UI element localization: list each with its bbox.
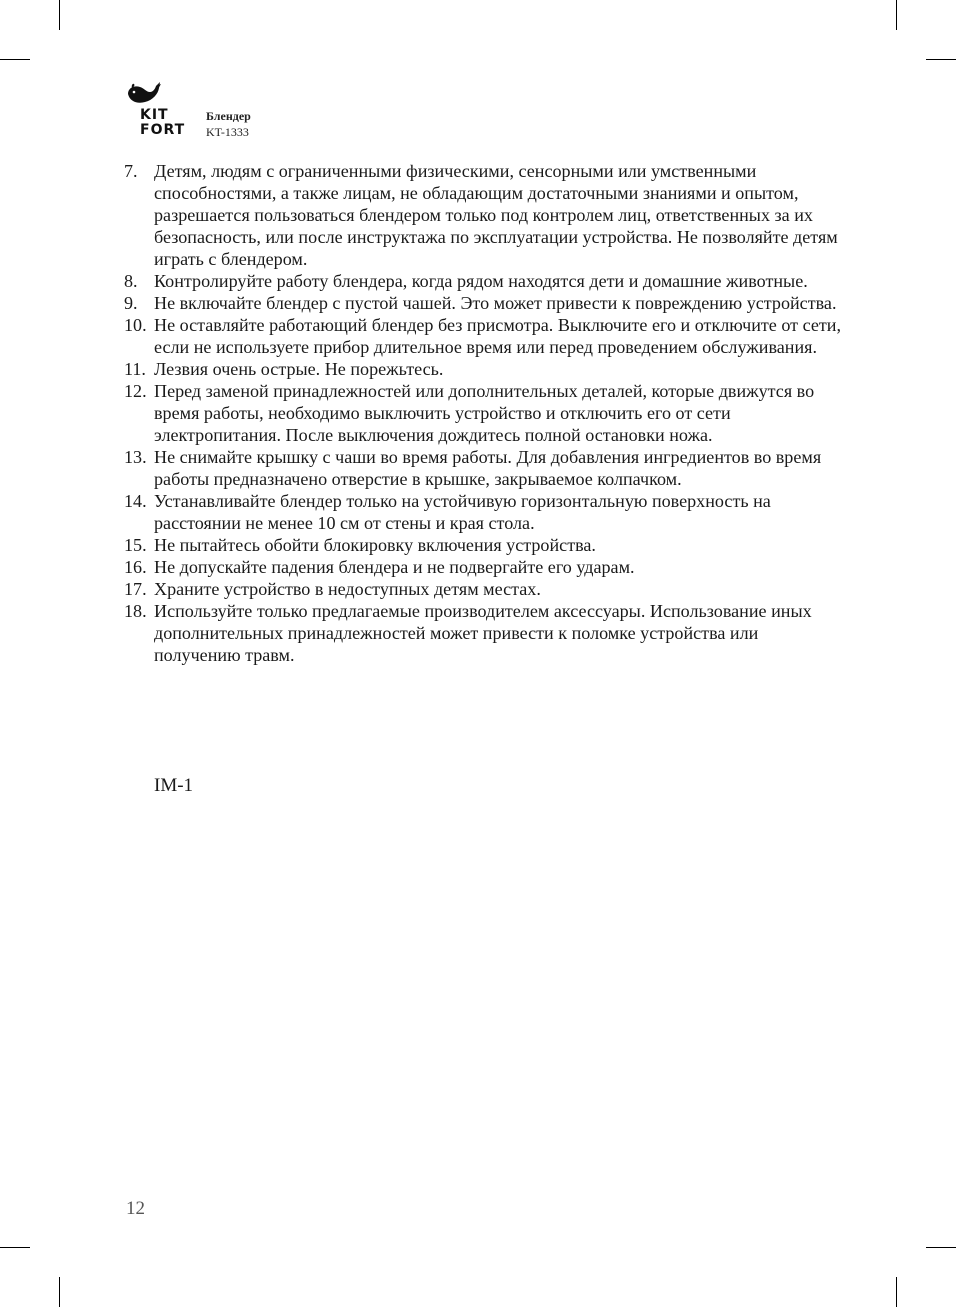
crop-mark-bottom-left-h [0,1247,30,1248]
list-item [124,380,842,446]
item-text: Не включайте блендер с пустой чашей. Это может привести к повреждению устройства. [154,293,837,313]
product-model: KT-1333 [206,125,249,139]
list-item [124,600,842,666]
item-text: Устанавливайте блендер только на устойчивую горизонтальную поверхность на расстоянии не менее 10 см от стены и края стола. [154,491,771,533]
product-name: Блендер [206,109,251,123]
list-item [124,446,842,490]
crop-mark-bottom-right [896,1277,897,1307]
list-item [124,578,842,600]
brand-line-2: FORT [140,122,186,138]
list-item [124,292,842,314]
crop-mark-top-left [59,0,60,30]
brand-line-1: KIT [140,107,169,123]
list-item [124,358,842,380]
item-text: Контролируйте работу блендера, когда рядом находятся дети и домашние животные. [154,271,808,291]
list-item [124,314,842,358]
brand-wordmark [140,108,185,138]
item-number: 10. [124,315,147,335]
item-number: 18. [124,601,147,621]
item-text: Не пытайтесь обойти блокировку включения устройства. [154,535,596,555]
item-text: Перед заменой принадлежностей или дополнительных деталей, которые движутся во время работы, необходимо выключить устройство и отключить его от сети электропитания. После выключения дождитесь полной остановки ножа. [154,381,815,445]
item-text: Не снимайте крышку с чаши во время работы. Для добавления ингредиентов во время работы предназначено отверстие в крышке, закрываемое колпачком. [154,447,822,489]
crop-mark-top-right [896,0,897,30]
item-number: 13. [124,447,147,467]
brand-logo [126,80,190,140]
item-number: 17. [124,579,147,599]
crop-mark-top-right-h [926,59,956,60]
whale-icon [126,80,162,110]
crop-mark-top-left-h [0,59,30,60]
safety-instructions-list [124,160,842,666]
list-item [124,556,842,578]
item-number: 8. [124,271,138,291]
page-number: 12 [126,1198,145,1219]
item-text: Не оставляйте работающий блендер без присмотра. Выключите его и отключите от сети, если не используете прибор длительное время или перед проведением обслуживания. [154,315,841,357]
crop-mark-bottom-left [59,1277,60,1307]
crop-mark-bottom-right-h [926,1247,956,1248]
item-number: 15. [124,535,147,555]
item-text: Детям, людям с ограниченными физическими, сенсорными или умственными способностями, а также лицам, не обладающим достаточными знаниями и опытом, разрешается пользоваться блендером только под контролем лиц, ответственных за их безопасность, или после инструктажа по эксплуатации устройства. Не позволяйте детям играть с блендером. [154,161,838,269]
item-text: Используйте только предлагаемые производителем аксессуары. Использование иных дополнительных принадлежностей может привести к поломке устройства или получению травм. [154,601,812,665]
item-number: 14. [124,491,147,511]
list-item [124,160,842,270]
item-text: Не допускайте падения блендера и не подвергайте его ударам. [154,557,635,577]
item-number: 11. [124,359,146,379]
item-number: 7. [124,161,138,181]
item-number: 9. [124,293,138,313]
item-number: 12. [124,381,147,401]
list-item [124,534,842,556]
document-code: IM-1 [154,775,194,796]
list-item [124,490,842,534]
item-text: Лезвия очень острые. Не порежьтесь. [154,359,444,379]
product-info [206,108,251,140]
list-item [124,270,842,292]
item-text: Храните устройство в недоступных детям местах. [154,579,541,599]
item-number: 16. [124,557,147,577]
